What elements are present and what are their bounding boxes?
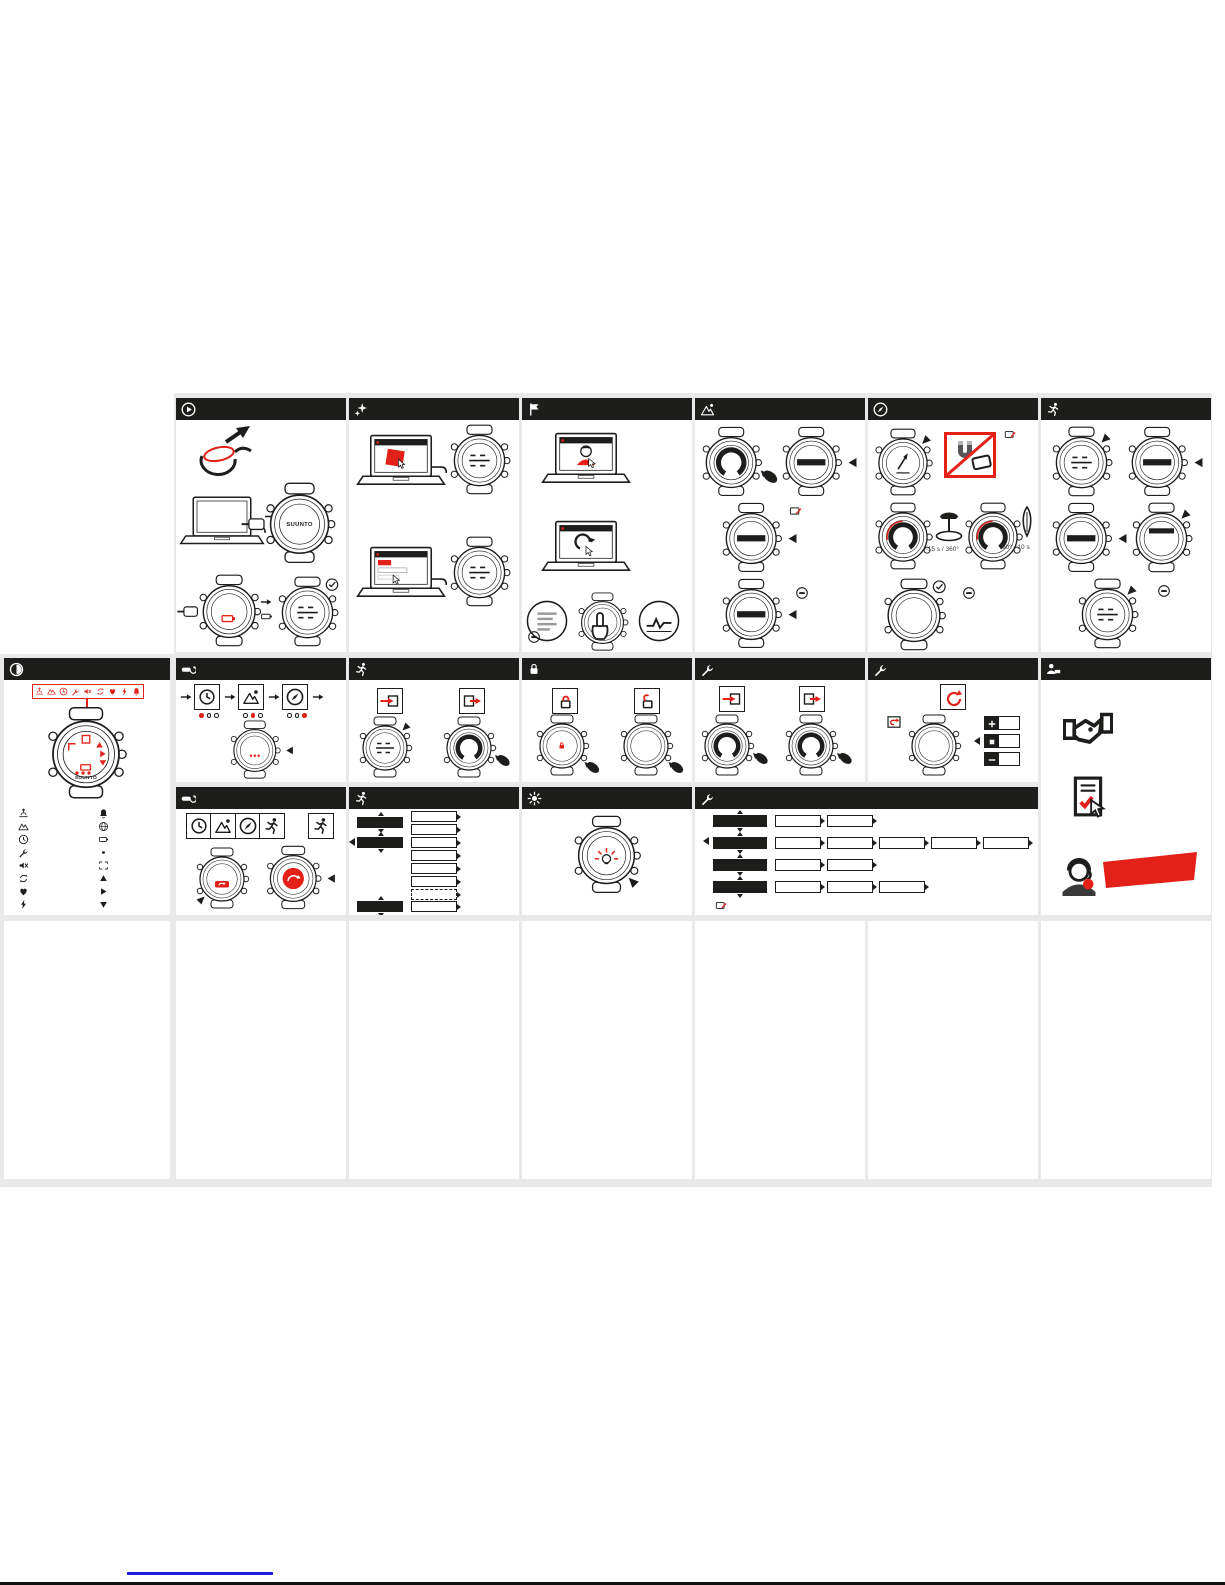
- panel-exercise-enter-exit: [349, 658, 519, 782]
- lock-open-icon: [638, 692, 657, 711]
- clock-icon: [186, 813, 212, 839]
- panel-compass: [868, 398, 1038, 652]
- panel-button-lock: [522, 658, 692, 782]
- menu-item: [827, 881, 873, 893]
- wrench-icon: [71, 687, 80, 696]
- arrow-exit-icon: [799, 686, 825, 712]
- mountain-sun-icon: [700, 402, 715, 417]
- panel-header: [522, 787, 692, 809]
- panel-header: [695, 787, 1038, 809]
- watch-illustration: [876, 578, 952, 652]
- finger-touch-icon: [588, 612, 612, 642]
- mode-box-row: [186, 813, 284, 839]
- no-magnets-icon: [944, 432, 996, 478]
- watch-illustration: [240, 482, 342, 565]
- watch-illustration: [437, 716, 513, 779]
- charger-clip-icon: [192, 426, 262, 480]
- arrow-right-icon: [180, 691, 192, 703]
- flag-icon: [527, 402, 542, 417]
- display-legend-left: [18, 808, 29, 912]
- panel-header: [868, 398, 1038, 420]
- level-hold-label: 90° ~10 s: [1002, 544, 1030, 551]
- arrow-right-icon: [312, 691, 324, 703]
- mountain-sun-icon: [210, 813, 236, 839]
- display-icon: [9, 662, 24, 677]
- rotation-rate-label: ~15 s / 360°: [924, 546, 959, 553]
- menu-node: [713, 815, 767, 827]
- plus-button-hint: [984, 716, 1020, 730]
- blank-cell: [0, 393, 174, 654]
- menu-item: [983, 837, 1029, 849]
- press-next-icon: [181, 791, 196, 806]
- wrench-icon: [700, 662, 715, 677]
- svg-text:SUUNTO: SUUNTO: [74, 776, 98, 781]
- storm-icon: [120, 687, 129, 696]
- plus-icon: [987, 719, 997, 729]
- forward-triangle-icon: [98, 886, 109, 899]
- panel-settings-adjust: [868, 658, 1038, 782]
- runner-icon: [259, 813, 285, 839]
- panel-exercise-displays: [1041, 398, 1211, 652]
- alarm-icon: [98, 808, 109, 821]
- compass-icon: [235, 813, 261, 839]
- long-press-icon: [527, 630, 541, 644]
- press-next-icon: [181, 662, 196, 677]
- arrow-enter-icon: [719, 686, 745, 712]
- heart-rate-icon: [18, 886, 29, 899]
- up-triangle-icon: [98, 873, 109, 886]
- menu-item: [411, 837, 457, 848]
- watch-illustration: [715, 578, 801, 650]
- arrow-right-icon: [268, 691, 280, 703]
- watch-illustration: [958, 502, 1028, 571]
- panel-exercise-menu: [349, 787, 519, 915]
- watch-illustration: [353, 716, 417, 779]
- wrench-icon: [700, 791, 715, 806]
- compass-icon: [286, 688, 304, 706]
- menu-item: [931, 837, 977, 849]
- wrench-icon: [873, 662, 888, 677]
- menu-item: [411, 811, 457, 822]
- empty-panel: [868, 921, 1038, 1179]
- tri-left-icon: [703, 837, 709, 845]
- menu-node: [357, 901, 403, 912]
- empty-panel: [4, 921, 170, 1179]
- menu-item: [879, 837, 925, 849]
- battery-icon: [98, 834, 109, 847]
- panel-header: [1041, 658, 1211, 680]
- panel-header: [522, 658, 692, 680]
- laptop-illustration: [540, 520, 632, 573]
- menu-item: [827, 859, 873, 871]
- minus-icon: [987, 755, 997, 765]
- menu-node: [357, 817, 403, 828]
- watch-illustration: [1071, 578, 1144, 650]
- watch-illustration: [775, 426, 861, 498]
- tri-left-icon: [974, 737, 980, 745]
- panel-header: [349, 398, 519, 420]
- long-press-icon: [1157, 584, 1171, 598]
- runner-icon: [354, 791, 369, 806]
- panel-settings-enter-exit: [695, 658, 865, 782]
- mountains-icon: [18, 821, 29, 834]
- tones-off-icon: [83, 687, 92, 696]
- mode-box-time: [194, 684, 220, 710]
- menu-item-optional: [411, 889, 457, 900]
- menu-item: [827, 837, 873, 849]
- document-cursor-icon: [1067, 776, 1109, 818]
- back-lap-icon: [886, 714, 902, 730]
- speech-banner-icon: [1101, 850, 1201, 890]
- mode-box-compass: [282, 684, 308, 710]
- sunrise-icon: [35, 687, 44, 696]
- watch-illustration: [190, 847, 254, 910]
- tones-off-icon: [18, 860, 29, 873]
- clock-icon: [59, 687, 68, 696]
- mountain-sun-icon: [242, 688, 260, 706]
- runner-icon: [354, 662, 369, 677]
- watch-illustration: [260, 845, 339, 911]
- panel-header: [1041, 398, 1211, 420]
- arrow-enter-icon: [722, 689, 742, 709]
- down-triangle-icon: [98, 899, 109, 912]
- display-edit-icon: [715, 899, 728, 912]
- display-edit-icon: [1004, 428, 1017, 441]
- watch-illustration: [1045, 426, 1118, 498]
- arrow-exit-icon: [462, 691, 482, 711]
- panel-header: [176, 658, 346, 680]
- menu-item: [411, 824, 457, 835]
- panel-movescount-profile: [522, 398, 692, 652]
- display-legend-right: [98, 808, 109, 912]
- laptop-illustration: [355, 546, 447, 599]
- arrow-exit-icon: [459, 688, 485, 714]
- panel-grid: [0, 393, 1212, 1187]
- watch-illustration: [271, 576, 344, 648]
- handshake-icon: [1063, 702, 1113, 752]
- long-press-icon: [962, 586, 976, 600]
- lock-icon: [527, 662, 541, 676]
- wrench-icon: [18, 847, 29, 860]
- panel-header: [349, 787, 519, 809]
- sunrise-icon: [18, 808, 29, 821]
- clock-icon: [18, 834, 29, 847]
- mode-dots: [287, 713, 307, 718]
- empty-panel: [176, 921, 346, 1179]
- empty-panel: [1041, 921, 1211, 1179]
- menu-node: [713, 859, 767, 871]
- sync-icon: [96, 687, 105, 696]
- arrow-right-icon: [224, 691, 236, 703]
- lock-open-icon: [634, 688, 660, 714]
- watch-illustration: [443, 536, 516, 608]
- mode-dots: [243, 713, 263, 718]
- menu-node: [713, 837, 767, 849]
- watch-illustration: [176, 574, 267, 648]
- select-icon: [987, 737, 997, 747]
- menu-item: [411, 850, 457, 861]
- clock-icon: [198, 688, 216, 706]
- menu-item: [775, 881, 821, 893]
- arrow-enter-icon: [377, 688, 403, 714]
- arrow-exit-icon: [802, 689, 822, 709]
- heart-rate-icon: [108, 687, 117, 696]
- watch-illustration: [224, 720, 297, 780]
- panel-header: [176, 787, 346, 809]
- mountains-icon: [47, 687, 56, 696]
- watch-display-diagram: [38, 706, 134, 801]
- runner-icon: [312, 817, 330, 835]
- select-button-hint: [984, 734, 1020, 748]
- watch-illustration: [1045, 502, 1131, 574]
- panel-alti-baro: [695, 398, 865, 652]
- play-icon: [181, 402, 196, 417]
- gps-icon: [98, 821, 109, 834]
- watch-illustration: [1125, 502, 1198, 574]
- svg-text:SUUNTO: SUUNTO: [286, 522, 313, 529]
- panel-header: [695, 658, 865, 680]
- sun-icon: [527, 791, 542, 806]
- panel-header: [868, 658, 1038, 680]
- panel-mode-cycle: [176, 658, 346, 782]
- menu-node: [357, 837, 403, 848]
- menu-item: [411, 901, 457, 912]
- watch-illustration: [443, 424, 516, 496]
- alarm-icon: [132, 687, 141, 696]
- stars-icon: [354, 402, 369, 417]
- laptop-illustration: [355, 434, 447, 487]
- menu-item: [879, 881, 925, 893]
- lock-closed-icon: [556, 692, 575, 711]
- rotate-icon: [940, 684, 966, 710]
- support-agent-icon: [1057, 852, 1101, 896]
- empty-panel: [522, 921, 692, 1179]
- runner-icon: [1046, 402, 1061, 417]
- watch-illustration: [715, 502, 801, 574]
- panel-display-overview: [4, 658, 170, 915]
- lock-closed-icon: [552, 688, 578, 714]
- menu-item: [775, 837, 821, 849]
- minus-button-hint: [984, 752, 1020, 766]
- watch-illustration: [566, 815, 647, 895]
- watch-illustration: [868, 502, 938, 571]
- panel-movescount-connect: [349, 398, 519, 652]
- watch-illustration: [695, 714, 771, 777]
- mode-box-altibaro: [238, 684, 264, 710]
- panel-mode-select: [176, 787, 346, 915]
- footer-link[interactable]: [127, 1572, 273, 1575]
- empty-panel: [349, 921, 519, 1179]
- menu-item: [775, 859, 821, 871]
- panel-header: [522, 398, 692, 420]
- panel-header: [695, 398, 865, 420]
- watch-illustration: [614, 714, 690, 777]
- panel-settings-menu: [695, 787, 1038, 915]
- watch-illustration: [902, 714, 966, 777]
- panel-backlight: [522, 787, 692, 915]
- display-icon-bar: [32, 684, 144, 699]
- mode-dots: [199, 713, 219, 718]
- watch-illustration: [779, 714, 855, 777]
- compass-icon: [873, 402, 888, 417]
- storm-icon: [18, 899, 29, 912]
- laptop-illustration: [540, 432, 632, 485]
- watch-illustration: [868, 428, 938, 497]
- empty-panel: [695, 921, 865, 1179]
- watch-illustration: [1121, 426, 1207, 498]
- arrow-enter-icon: [380, 691, 400, 711]
- feather-icon: [1020, 506, 1034, 538]
- panel-header: [176, 398, 346, 420]
- panel-header: [349, 658, 519, 680]
- log-graph-icon: [638, 600, 680, 642]
- panel-getting-started: [176, 398, 346, 652]
- menu-node: [713, 881, 767, 893]
- menu-item: [827, 815, 873, 827]
- rotate-icon: [943, 687, 963, 707]
- support-person-icon: [1046, 662, 1061, 677]
- display-frame-icon: [98, 860, 109, 873]
- watch-illustration: [695, 426, 781, 498]
- menu-item: [411, 863, 457, 874]
- satellite-dot-icon: [98, 847, 109, 860]
- watch-illustration: [530, 714, 606, 777]
- mode-box-exercise: [308, 813, 334, 839]
- sync-icon: [18, 873, 29, 886]
- tri-left-icon: [349, 838, 355, 846]
- panel-header: [4, 658, 170, 680]
- menu-item: [411, 876, 457, 887]
- menu-item: [775, 815, 821, 827]
- panel-support: [1041, 658, 1211, 915]
